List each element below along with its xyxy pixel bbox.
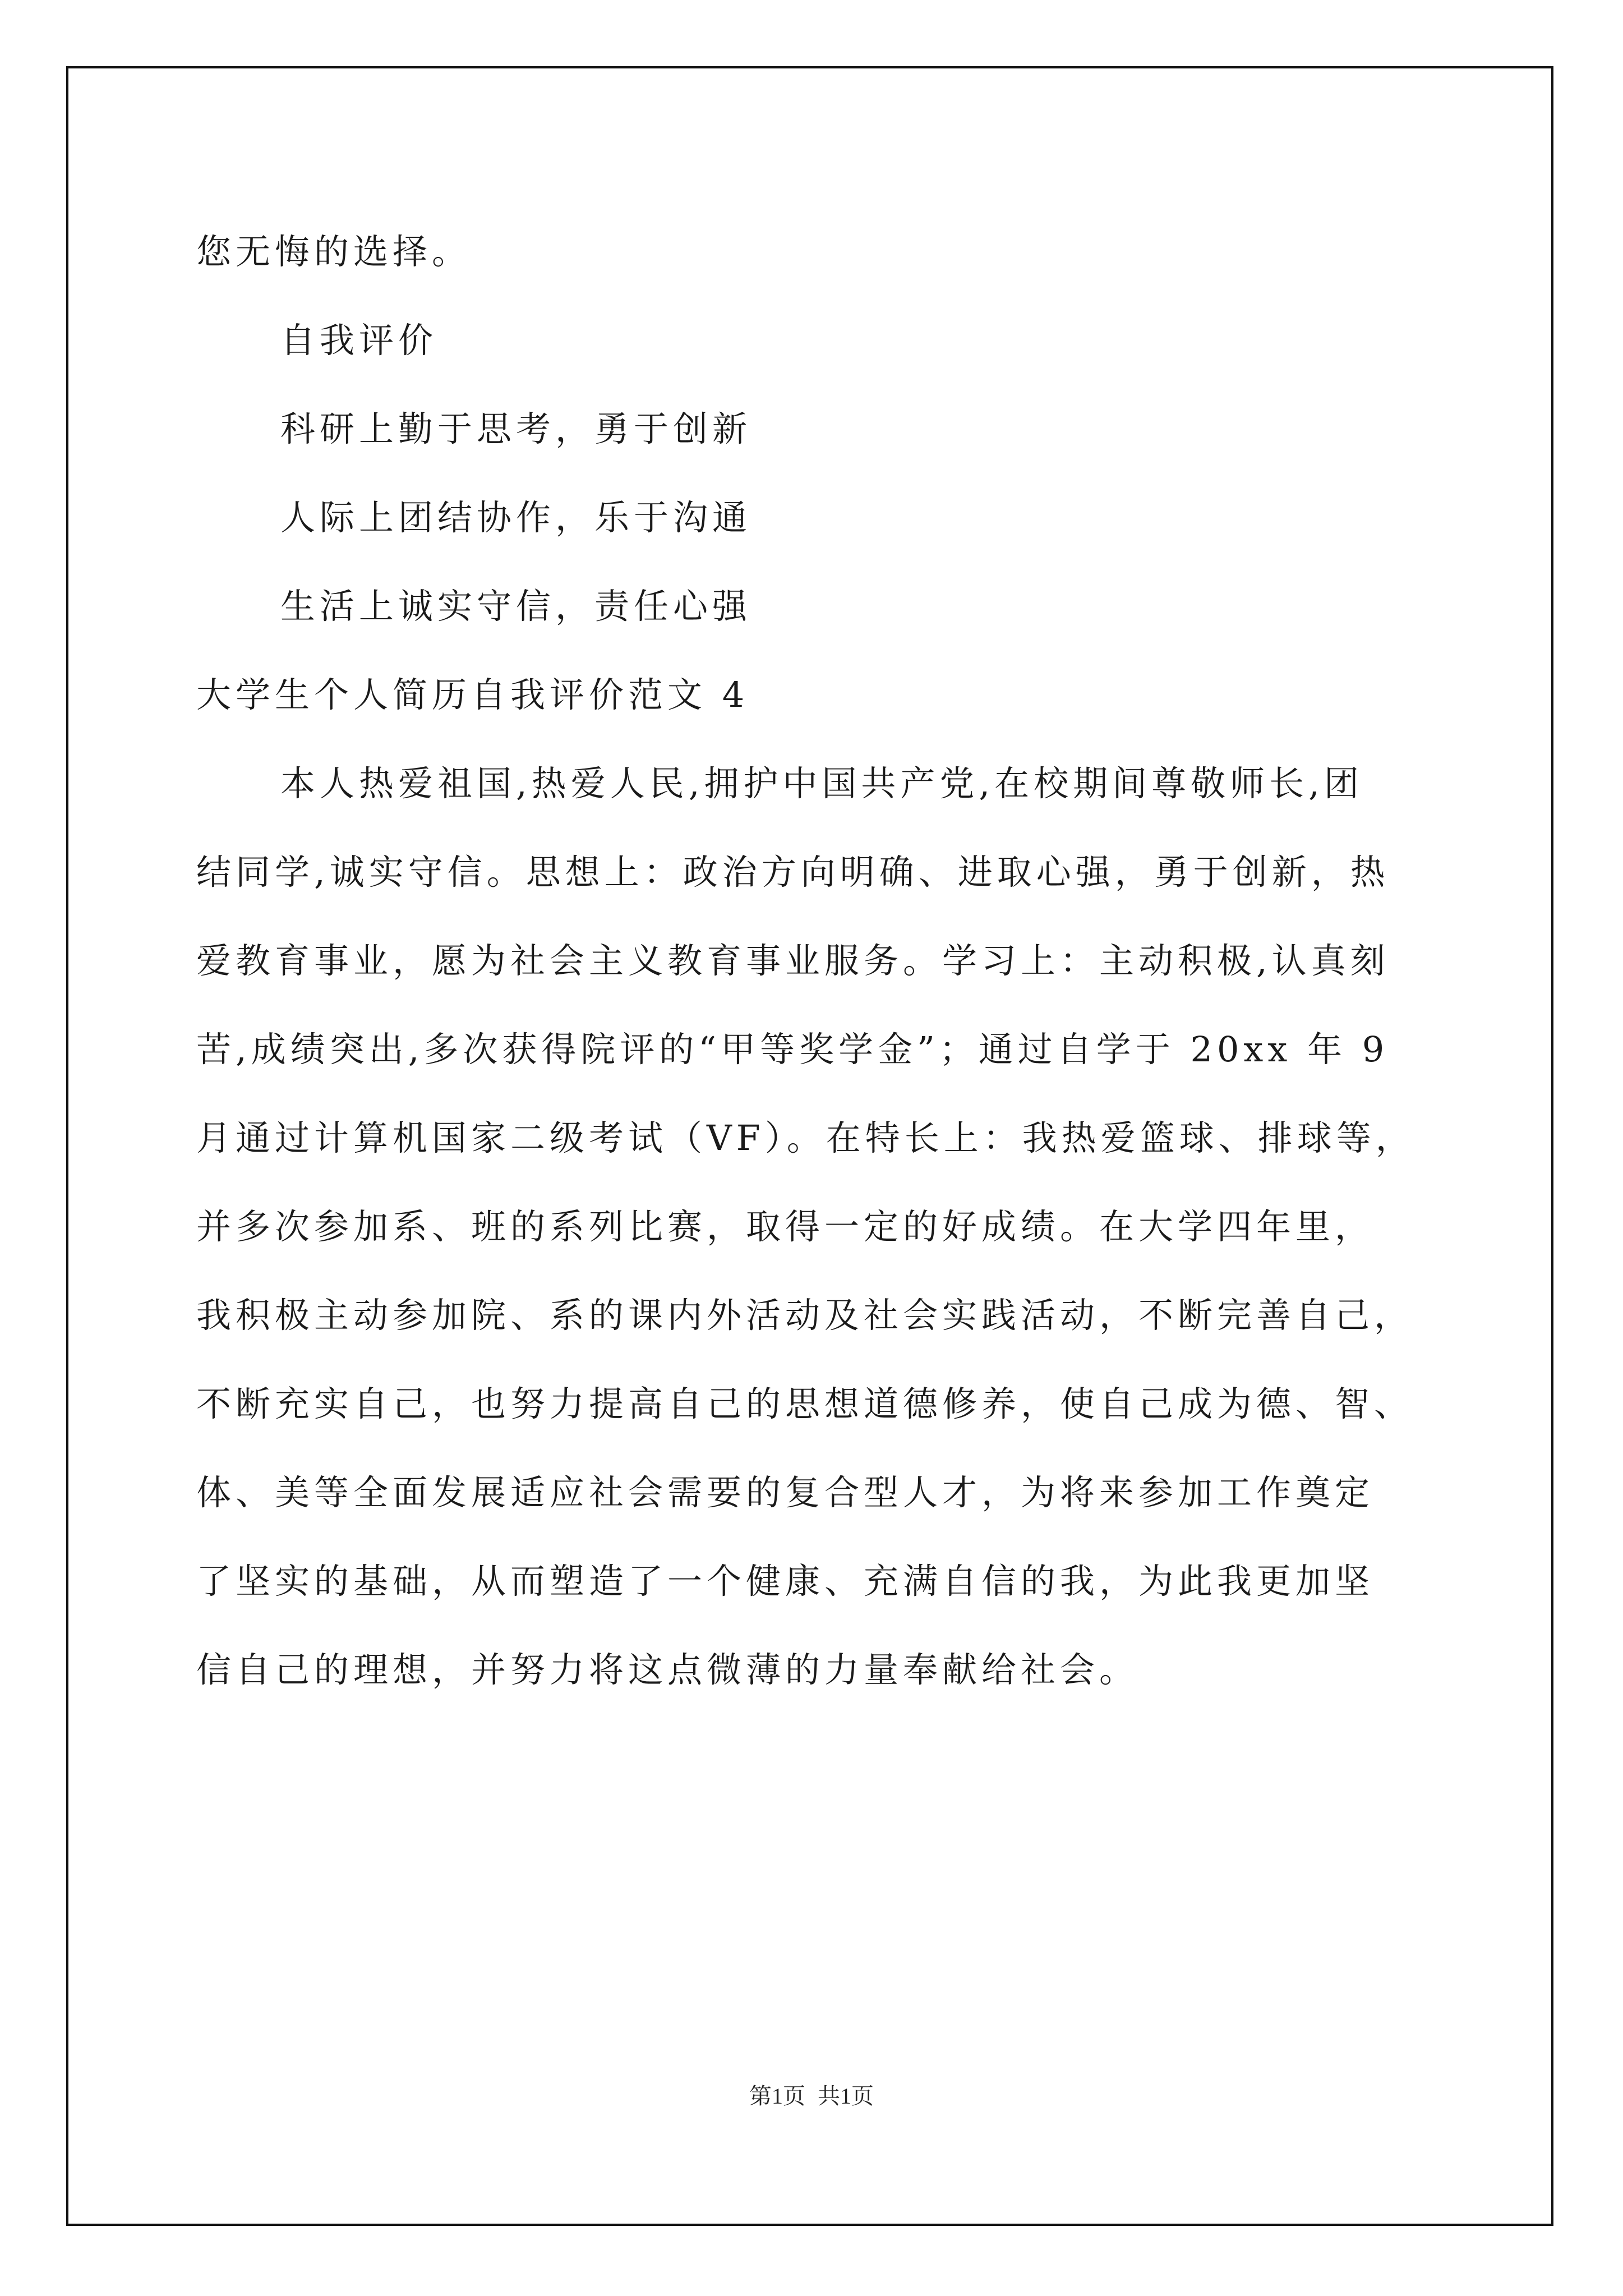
paragraph-line: 本人热爱祖国,热爱人民,拥护中国共产党,在校期间尊敬师长,团 — [280, 763, 1363, 804]
paragraph-line: 并多次参加系、班的系列比赛，取得一定的好成绩。在大学四年里， — [196, 1206, 1375, 1247]
text-line: 生活上诚实守信，责任心强 — [280, 586, 752, 627]
section-title: 大学生个人简历自我评价范文 4 — [196, 674, 749, 715]
text-line: 科研上勤于思考，勇于创新 — [280, 408, 752, 449]
paragraph-line: 体、美等全面发展适应社会需要的复合型人才，为将来参加工作奠定 — [196, 1472, 1375, 1513]
paragraph-line: 不断充实自己，也努力提高自己的思想道德修养，使自己成为德、智、 — [196, 1383, 1414, 1424]
paragraph-line: 我积极主动参加院、系的课内外活动及社会实践活动，不断完善自己， — [196, 1295, 1414, 1336]
paragraph-line: 结同学,诚实守信。思想上：政治方向明确、进取心强，勇于创新，热 — [196, 852, 1390, 892]
paragraph-line: 信自己的理想，并努力将这点微薄的力量奉献给社会。 — [196, 1649, 1139, 1690]
paragraph-line: 了坚实的基础，从而塑造了一个健康、充满自信的我，为此我更加坚 — [196, 1561, 1375, 1602]
section-heading: 自我评价 — [280, 320, 438, 361]
paragraph-line: 苦,成绩突出,多次获得院评的“甲等奖学金”；通过自学于 20xx 年 9 — [196, 1029, 1389, 1070]
text-line: 人际上团结协作，乐于沟通 — [280, 497, 752, 538]
page-number-footer: 第1页 共1页 — [749, 2083, 874, 2109]
paragraph-line: 爱教育事业，愿为社会主义教育事业服务。学习上：主动积极,认真刻 — [196, 940, 1390, 981]
paragraph-line: 月通过计算机国家二级考试（VF）。在特长上：我热爱篮球、排球等， — [196, 1117, 1415, 1158]
document-body — [196, 208, 1453, 1714]
text-line: 您无悔的选择。 — [196, 231, 472, 272]
